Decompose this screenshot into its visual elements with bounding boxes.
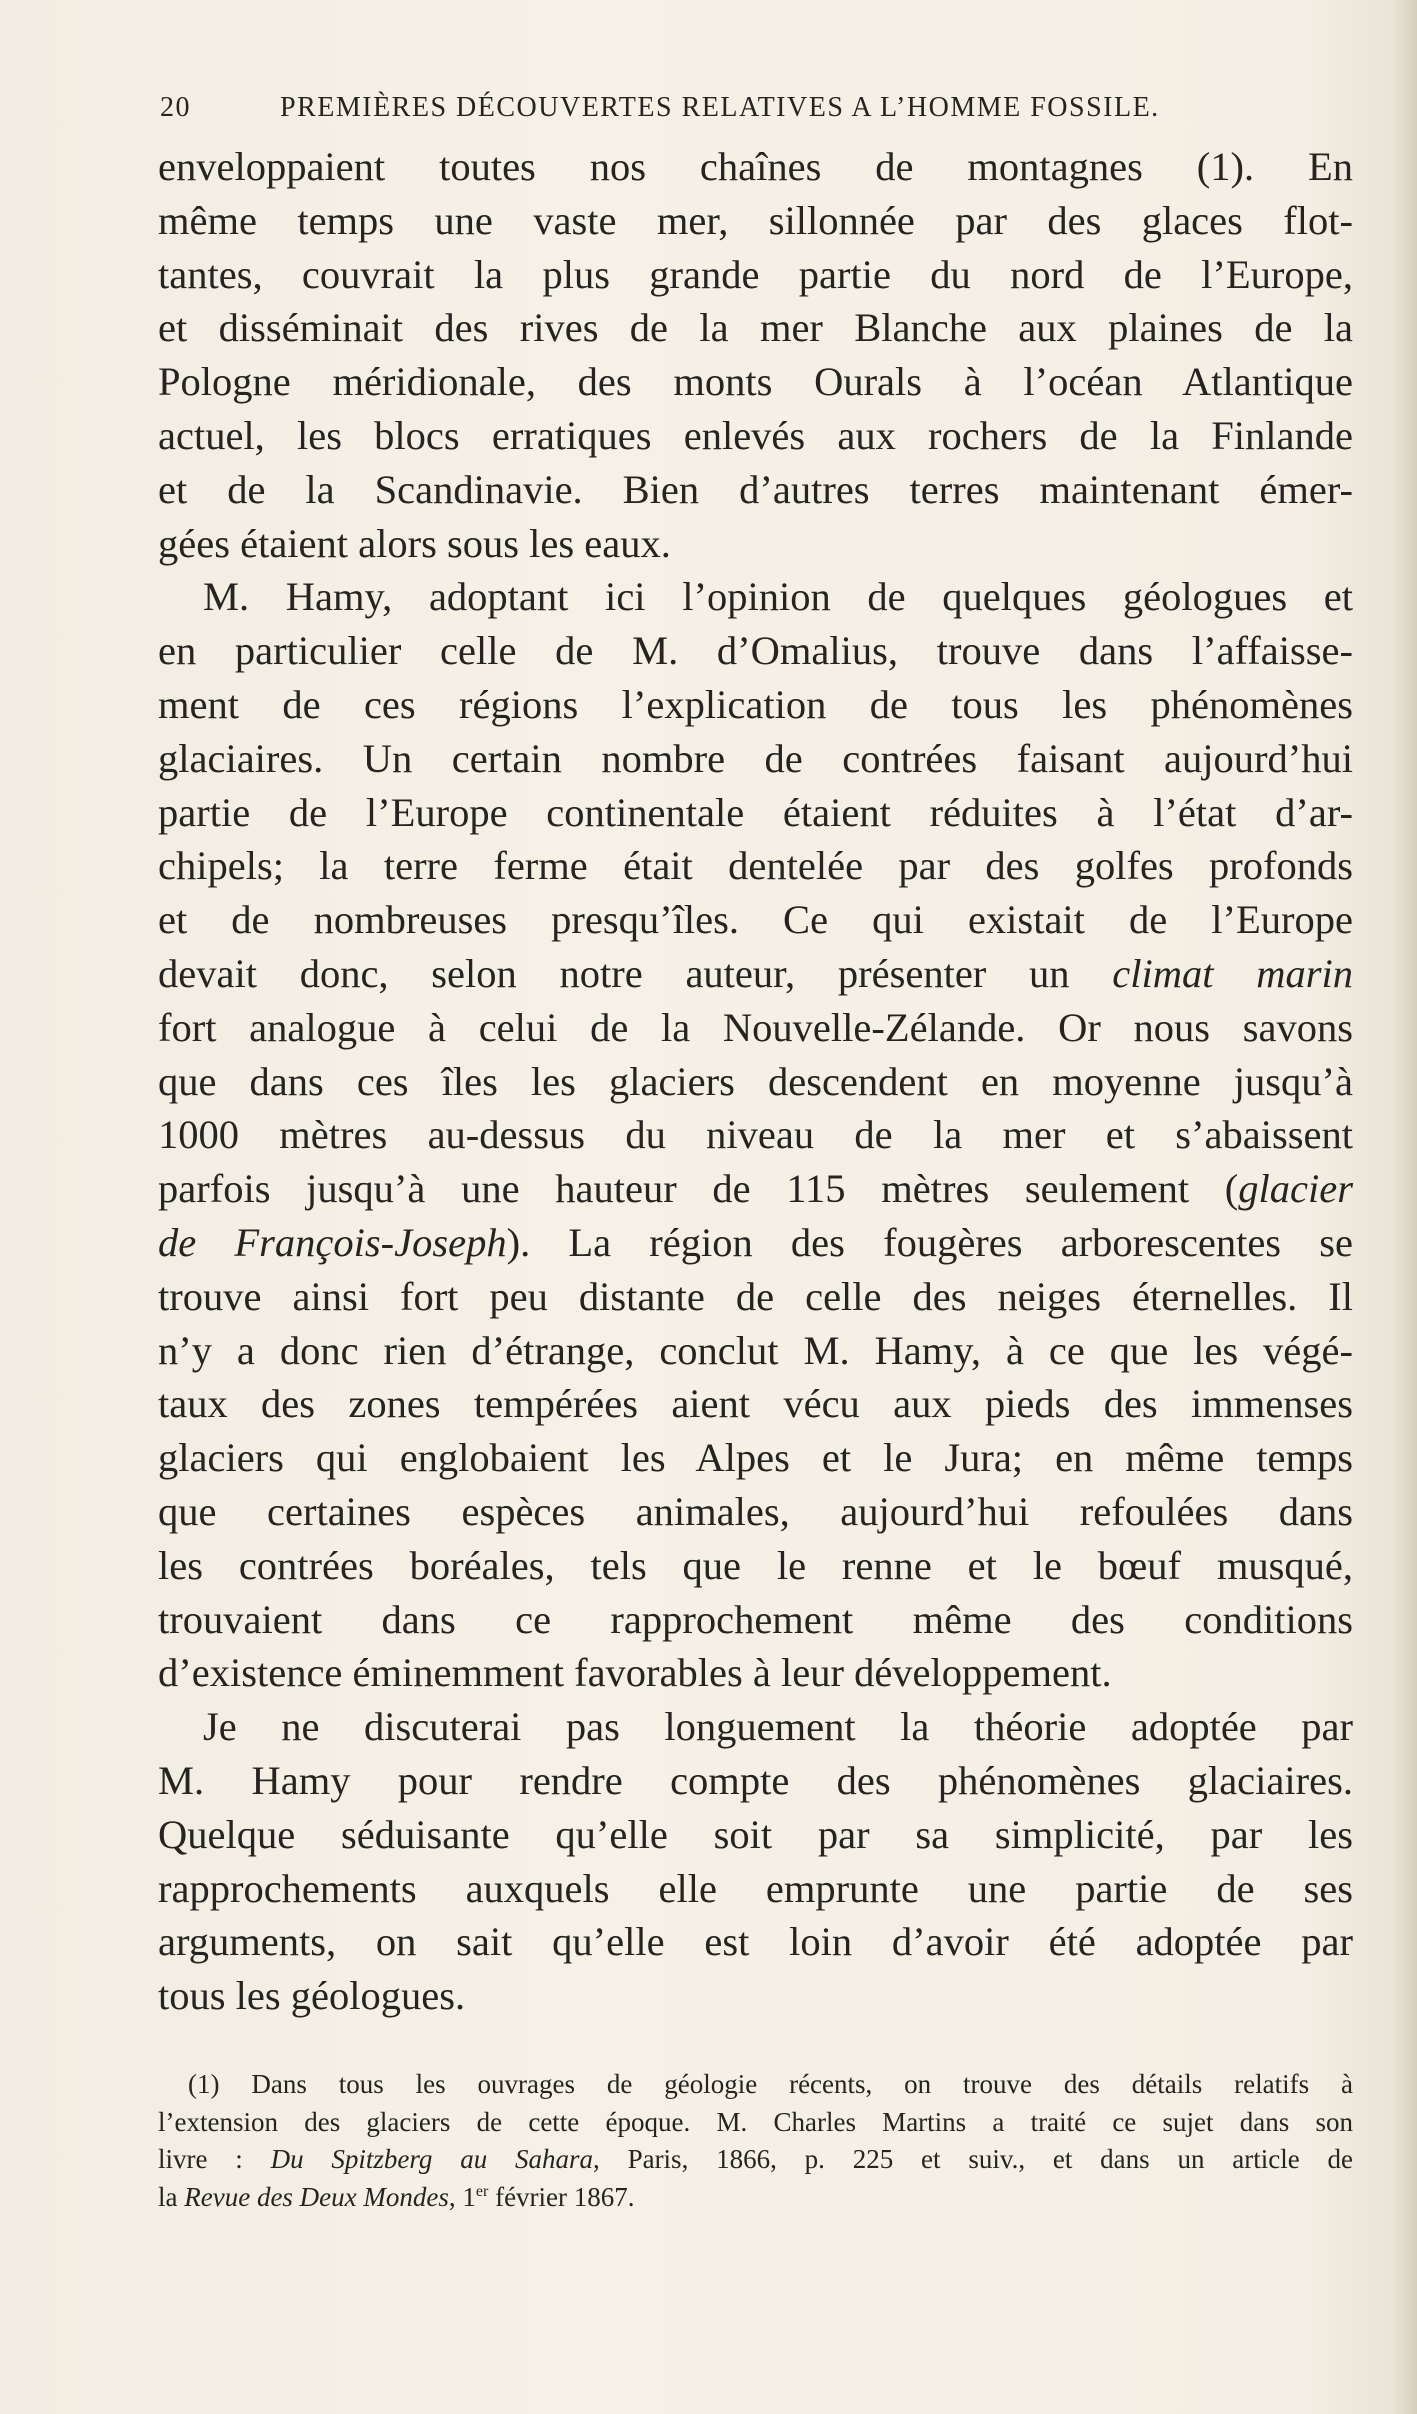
- text-line: 1000 mètres au-dessus du niveau de la mer et s’abaissent: [158, 1112, 1353, 1158]
- text-line: et disséminait des rives de la mer Blanche aux plaines de la: [158, 305, 1353, 351]
- text-line: trouvaient dans ce rapprochement même des conditions: [158, 1596, 1353, 1642]
- text-line: en particulier celle de M. d’Omalius, trouve dans l’affaisse-: [158, 628, 1353, 674]
- paragraph-start-line: M. Hamy, adoptant ici l’opinion de quelques géologues et: [203, 574, 1353, 620]
- footnote-line: livre : Du Spitzberg au Sahara, Paris, 1866, p. 225 et suiv., et dans un article de: [158, 2144, 1353, 2174]
- page-number: 20: [160, 92, 191, 123]
- text-line: fort analogue à celui de la Nouvelle-Zélande. Or nous savons: [158, 1004, 1353, 1050]
- text-line: enveloppaient toutes nos chaînes de montagnes (1). En: [158, 144, 1353, 189]
- text-line: et de nombreuses presqu’îles. Ce qui existait de l’Europe: [158, 897, 1353, 943]
- italic-term: de François-Joseph: [158, 1219, 507, 1265]
- text-line: M. Hamy pour rendre compte des phénomènes glaciaires.: [158, 1757, 1353, 1803]
- text-line: Quelque séduisante qu’elle soit par sa simplicité, par les: [158, 1811, 1353, 1857]
- running-header: [160, 92, 1255, 124]
- text-line: arguments, on sait qu’elle est loin d’avoir été adoptée par: [158, 1919, 1353, 1965]
- italic-term: glacier: [1238, 1166, 1353, 1212]
- text-line: que dans ces îles les glaciers descendent en moyenne jusqu’à: [158, 1058, 1353, 1104]
- text-line: trouve ainsi fort peu distante de celle des neiges éternelles. Il: [158, 1273, 1353, 1319]
- italic-title: Du Spitzberg au Sahara: [270, 2144, 594, 2174]
- text-line: les contrées boréales, tels que le renne et le bœuf musqué,: [158, 1542, 1353, 1588]
- text-line: rapprochements auxquels elle emprunte une partie de ses: [158, 1865, 1353, 1911]
- text-line: ment de ces régions l’explication de tous les phénomènes: [158, 681, 1353, 727]
- italic-title: Revue des Deux Mondes: [184, 2181, 449, 2212]
- text-line: chipels; la terre ferme était dentelée par des golfes profonds: [158, 843, 1353, 889]
- text-line-with-italic: parfois jusqu’à une hauteur de 115 mètres seulement (glacier: [158, 1166, 1353, 1212]
- text-line: partie de l’Europe continentale étaient réduites à l’état d’ar-: [158, 789, 1353, 835]
- text-line: glaciaires. Un certain nombre de contrées faisant aujourd’hui: [158, 735, 1353, 781]
- footnote: [158, 2066, 1353, 2216]
- text-line-with-italic: devait donc, selon notre auteur, présenter un climat marin: [158, 950, 1353, 996]
- text-line: d’existence éminemment favorables à leur développement.: [158, 1650, 1112, 1696]
- text-line: taux des zones tempérées aient vécu aux pieds des immenses: [158, 1381, 1353, 1427]
- italic-term: climat marin: [1112, 950, 1353, 996]
- footnote-line: la Revue des Deux Mondes, 1er février 1867.: [158, 2181, 635, 2212]
- text-line: que certaines espèces animales, aujourd’hui refoulées dans: [158, 1488, 1353, 1534]
- body-text: [158, 140, 1353, 2023]
- text-line: même temps une vaste mer, sillonnée par des glaces flot-: [158, 197, 1353, 243]
- text-line-with-italic: de François-Joseph). La région des fougères arborescentes se: [158, 1219, 1353, 1265]
- text-line: glaciers qui englobaient les Alpes et le Jura; en même temps: [158, 1435, 1353, 1481]
- footnote-line: (1) Dans tous les ouvrages de géologie récents, on trouve des détails relatifs à: [188, 2069, 1353, 2099]
- text-line: tantes, couvrait la plus grande partie du nord de l’Europe,: [158, 251, 1353, 297]
- running-title: PREMIÈRES DÉCOUVERTES RELATIVES A L’HOMME FOSSILE.: [280, 92, 1160, 123]
- footnote-line: l’extension des glaciers de cette époque. M. Charles Martins a traité ce sujet dans son: [158, 2106, 1353, 2137]
- text-line: Pologne méridionale, des monts Ourals à l’océan Atlantique: [158, 359, 1353, 405]
- text-line: et de la Scandinavie. Bien d’autres terres maintenant émer-: [158, 466, 1353, 512]
- text-line: tous les géologues.: [158, 1973, 466, 2019]
- text-line: actuel, les blocs erratiques enlevés aux rochers de la Finlande: [158, 412, 1353, 458]
- paragraph-start-line: Je ne discuterai pas longuement la théorie adoptée par: [203, 1704, 1353, 1750]
- page-edge-shadow: [1395, 0, 1417, 2414]
- text-line: gées étaient alors sous les eaux.: [158, 520, 671, 566]
- text-line: n’y a donc rien d’étrange, conclut M. Hamy, à ce que les végé-: [158, 1327, 1353, 1373]
